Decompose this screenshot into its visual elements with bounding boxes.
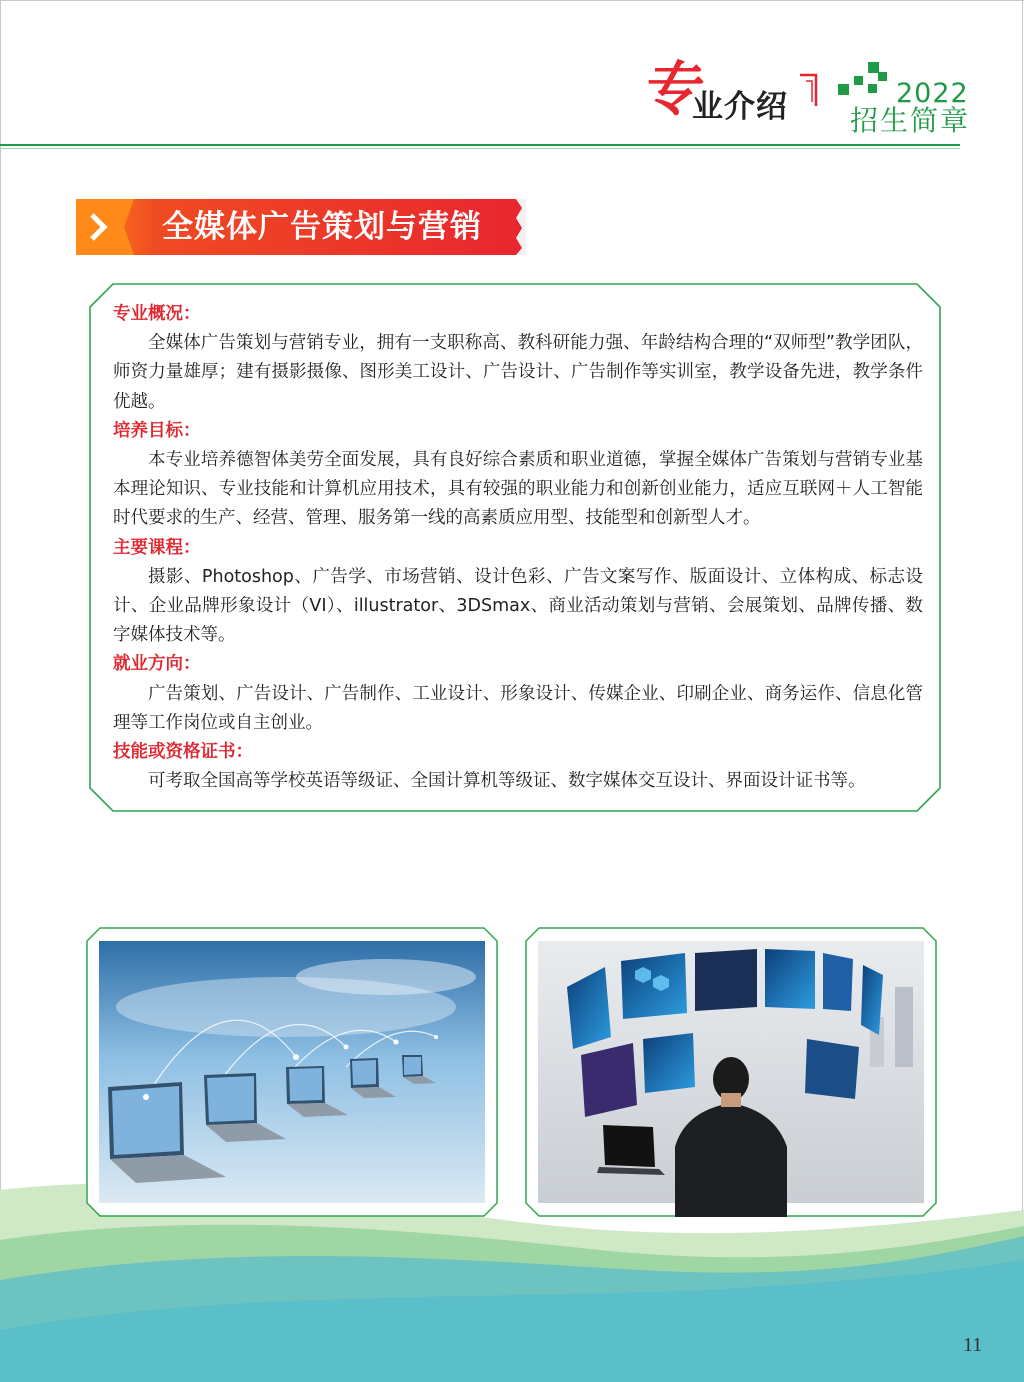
brand-first-char: 专 xyxy=(640,55,699,123)
page-number: 11 xyxy=(963,1334,983,1356)
page-border-top xyxy=(0,0,1024,1)
courses-text: 摄影、Photoshop、广告学、市场营销、设计色彩、广告文案写作、版面设计、立体构成、标志设计、企业品牌形象设计（VI）、illustrator、3DSmax、商业活动策划与营销、会展策划、品牌传播、数字媒体技术等。 xyxy=(113,566,923,646)
overview-heading: 专业概况： xyxy=(113,304,201,324)
career-heading: 就业方向： xyxy=(113,654,201,675)
goal-text: 本专业培养德智体美劳全面发展，具有良好综合素质和职业道德，掌握全媒体广告策划与营销专业基本理论知识、专业技能和计算机应用技术，具有较强的职业能力和创新创业能力，适应互联网＋人工智能时代要求的生产、经营、管理、服务第一线的高素质应用型、技能型和创新型人才。 xyxy=(113,450,923,529)
corner-bracket-icon xyxy=(798,72,822,108)
laptops-network-photo xyxy=(86,927,498,1217)
brand-year: 2022 xyxy=(896,78,969,109)
cert-text: 可考取全国高等学校英语等级证、全国计算机等级证、数字媒体交互设计、界面设计证书等。 xyxy=(148,771,866,792)
overview-text: 全媒体广告策划与营销专业，拥有一支职称高、教科研能力强、年龄结构合理的“双师型”教学团队，师资力量雄厚；建有摄影摄像、图形美工设计、广告设计、广告制作等实训室，教学设备先进，教学条件优越。 xyxy=(113,333,923,412)
brand-title: 业介绍 xyxy=(692,89,788,125)
career-text: 广告策划、广告设计、广告制作、工业设计、形象设计、传媒企业、印刷企业、商务运作、信息化管理等工作岗位或自主创业。 xyxy=(113,683,923,733)
cert-heading: 技能或资格证书： xyxy=(113,742,253,763)
section-title: 全媒体广告策划与营销 xyxy=(162,209,482,245)
brand-subtitle: 招生简章 xyxy=(850,104,971,137)
green-squares-logo-icon xyxy=(838,62,894,100)
program-description xyxy=(113,300,923,796)
header-divider xyxy=(0,144,960,146)
courses-heading: 主要课程： xyxy=(113,537,201,558)
chevron-right-icon xyxy=(88,212,110,242)
businessman-screens-photo xyxy=(525,927,937,1217)
goal-heading: 培养目标： xyxy=(113,420,201,441)
